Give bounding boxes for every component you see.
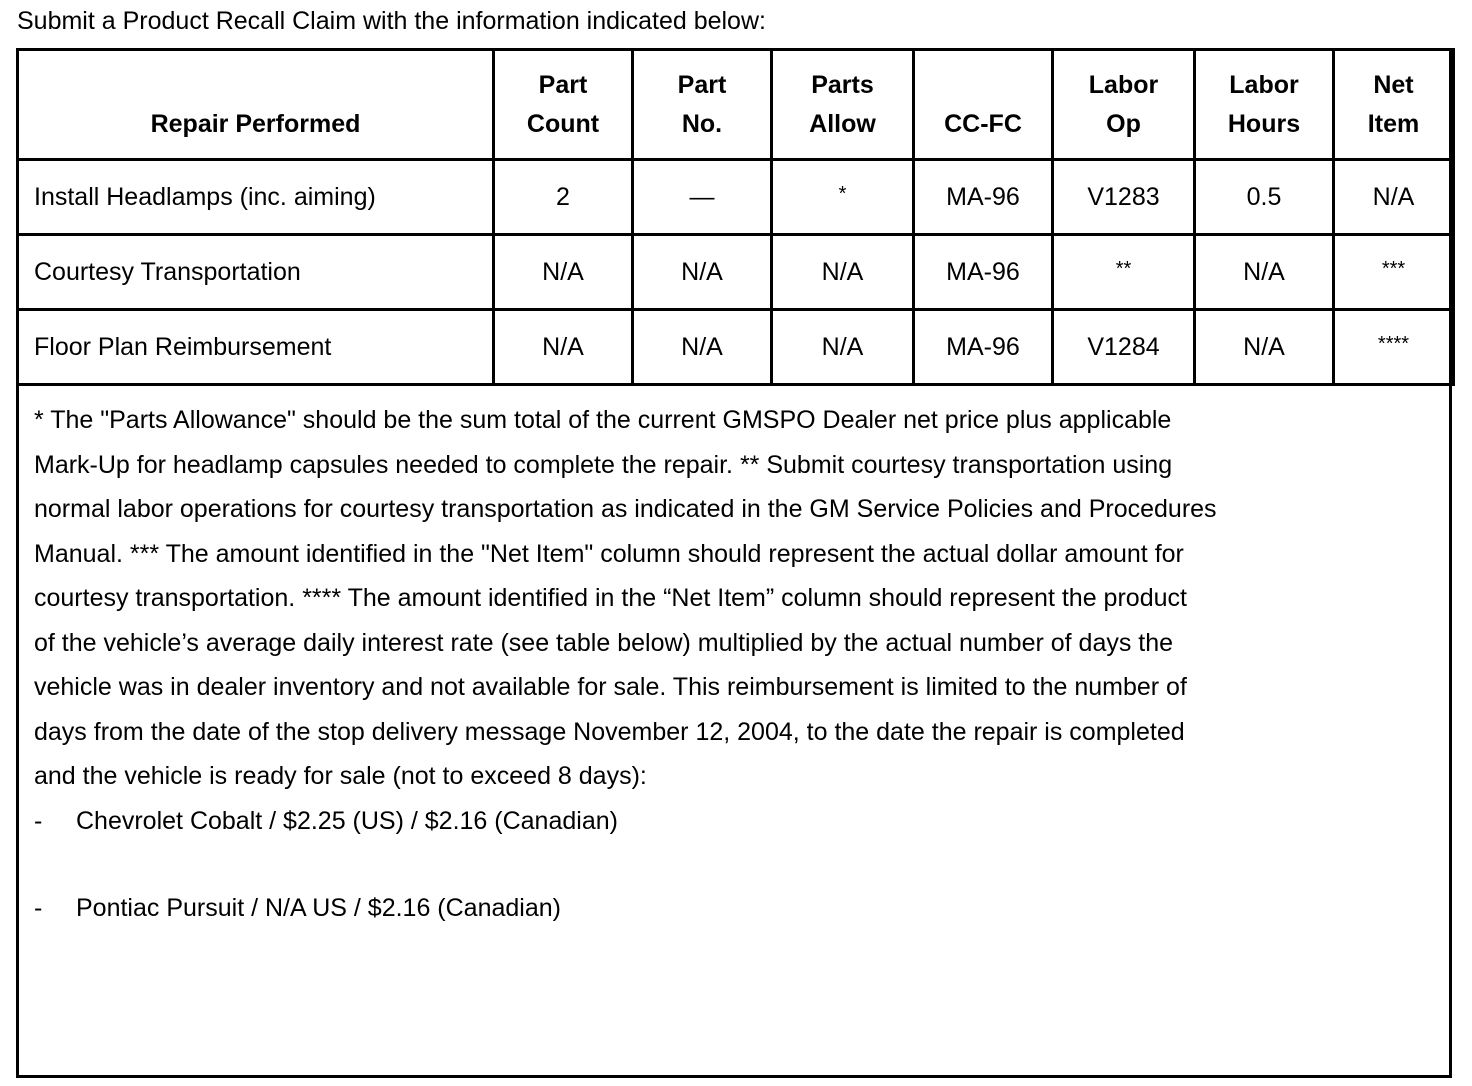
- recall-claim-table: [16, 48, 1455, 386]
- cell-net-item: ***: [1334, 235, 1454, 310]
- bullet-text: Pontiac Pursuit / N/A US / $2.16 (Canadian): [76, 894, 561, 922]
- cell-labor-op: **: [1053, 235, 1195, 310]
- cell-part-no: N/A: [633, 235, 772, 310]
- bullet-text: Chevrolet Cobalt / $2.25 (US) / $2.16 (Canadian): [76, 807, 618, 835]
- table-header-row: [18, 50, 1454, 160]
- header-net-item: Net Item: [1334, 50, 1454, 160]
- footnote-line: of the vehicle’s average daily interest rate (see table below) multiplied by the actual number of days the: [34, 628, 1174, 657]
- footnote-line: Manual. *** The amount identified in the "Net Item" column should represent the actual dollar amount for: [34, 539, 1184, 568]
- cell-labor-hours: N/A: [1195, 235, 1334, 310]
- page-intro: Submit a Product Recall Claim with the information indicated below:: [17, 7, 766, 35]
- cell-repair: Courtesy Transportation: [18, 235, 494, 310]
- footnote-line: courtesy transportation. **** The amount identified in the “Net Item” column should represent the product: [34, 584, 1187, 612]
- table-row: [18, 160, 1454, 235]
- rate-bullet-pursuit: [34, 886, 561, 930]
- cell-labor-hours: 0.5: [1195, 160, 1334, 235]
- cell-labor-op: V1283: [1053, 160, 1195, 235]
- bullet-dash: -: [34, 894, 43, 922]
- cell-cc-fc: MA-96: [914, 310, 1053, 385]
- cell-cc-fc: MA-96: [914, 160, 1053, 235]
- cell-labor-op: V1284: [1053, 310, 1195, 385]
- cell-part-no: N/A: [633, 310, 772, 385]
- cell-repair: Install Headlamps (inc. aiming): [18, 160, 494, 235]
- cell-labor-hours: N/A: [1195, 310, 1334, 385]
- cell-parts-allow: *: [772, 160, 914, 235]
- footnote-line: normal labor operations for courtesy transportation as indicated in the GM Service Policies and Procedures: [34, 495, 1217, 523]
- cell-parts-allow: N/A: [772, 310, 914, 385]
- header-parts-allow: Parts Allow: [772, 50, 914, 160]
- footnote-line: and the vehicle is ready for sale (not to exceed 8 days):: [34, 762, 647, 790]
- bullet-dash: -: [34, 807, 43, 835]
- rate-bullet-cobalt: [34, 799, 618, 843]
- header-part-no: Part No.: [633, 50, 772, 160]
- header-repair-performed: Repair Performed: [18, 50, 494, 160]
- header-labor-hours: Labor Hours: [1195, 50, 1334, 160]
- table-row: [18, 235, 1454, 310]
- footnote-line: vehicle was in dealer inventory and not available for sale. This reimbursement is limited to the number of: [34, 673, 1187, 701]
- footnotes: [34, 398, 1434, 799]
- cell-net-item: ****: [1334, 310, 1454, 385]
- cell-repair: Floor Plan Reimbursement: [18, 310, 494, 385]
- header-cc-fc: CC-FC: [914, 50, 1053, 160]
- header-part-count: Part Count: [494, 50, 633, 160]
- cell-part-count: N/A: [494, 235, 633, 310]
- footnote-line: Mark-Up for headlamp capsules needed to complete the repair. ** Submit courtesy transportation using: [34, 450, 1173, 479]
- cell-net-item: N/A: [1334, 160, 1454, 235]
- cell-cc-fc: MA-96: [914, 235, 1053, 310]
- cell-part-no: —: [633, 160, 772, 235]
- footnote-line: days from the date of the stop delivery message November 12, 2004, to the date the repair is completed: [34, 717, 1185, 746]
- footnote-line: * The "Parts Allowance" should be the sum total of the current GMSPO Dealer net price plus applicable: [34, 406, 1172, 434]
- cell-part-count: N/A: [494, 310, 633, 385]
- header-labor-op: Labor Op: [1053, 50, 1195, 160]
- cell-parts-allow: N/A: [772, 235, 914, 310]
- table-row: [18, 310, 1454, 385]
- cell-part-count: 2: [494, 160, 633, 235]
